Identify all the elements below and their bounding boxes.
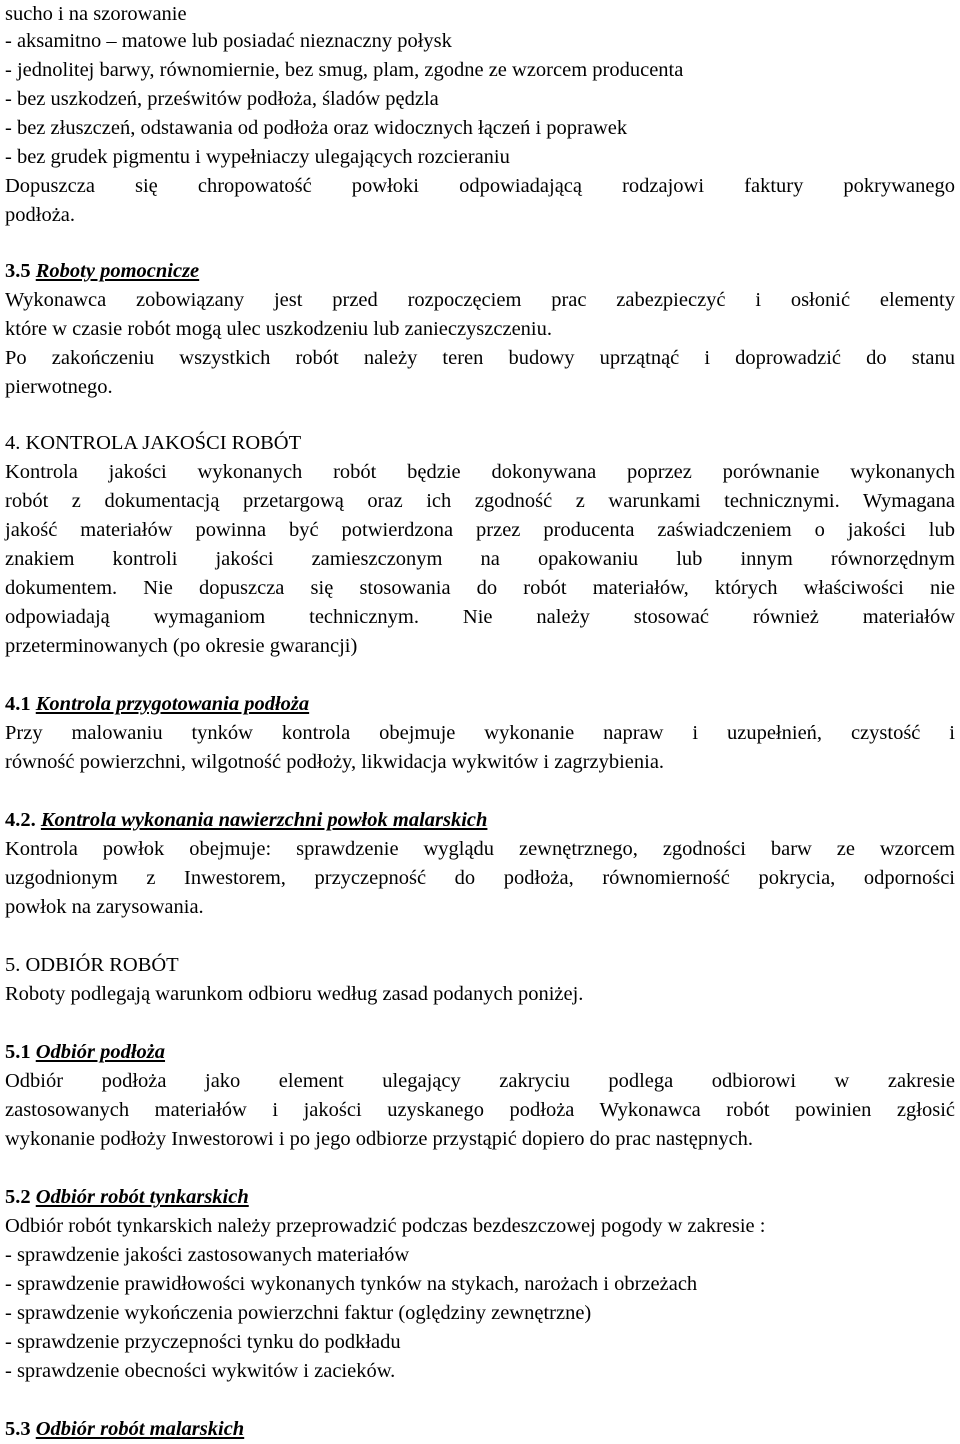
bullet-item: - sprawdzenie wykończenia powierzchni faktur (oględziny zewnętrzne) bbox=[5, 1302, 592, 1324]
paragraph-line: Wykonawca zobowiązany jest przed rozpoczęciem prac zabezpieczyć i osłonić elementy bbox=[5, 289, 955, 311]
section-number: 5.1 bbox=[5, 1041, 31, 1063]
paragraph-line: pierwotnego. bbox=[5, 376, 113, 398]
bullet-item: - sprawdzenie prawidłowości wykonanych tynków na stykach, narożach i obrzeżach bbox=[5, 1273, 698, 1295]
paragraph-line: zastosowanych materiałów i jakości uzyskanego podłoża Wykonawca robót powinien zgłosić bbox=[5, 1099, 955, 1121]
paragraph-line: dokumentem. Nie dopuszcza się stosowania do robót materiałów, których właściwości nie bbox=[5, 577, 955, 599]
section-title: Odbiór robót tynkarskich bbox=[35, 1186, 249, 1208]
paragraph-line: Odbiór podłoża jako element ulegający zakryciu podlega odbiorowi w zakresie bbox=[5, 1070, 955, 1092]
section-title: Odbiór robót malarskich bbox=[35, 1418, 245, 1440]
section-number: 3.5 bbox=[5, 260, 31, 282]
section-title: Odbiór podłoża bbox=[35, 1041, 166, 1063]
bullet-item: - sprawdzenie jakości zastosowanych materiałów bbox=[5, 1244, 410, 1266]
paragraph-line: równość powierzchni, wilgotność podłoży, likwidacja wykwitów i zagrzybienia. bbox=[5, 751, 665, 773]
section-number: 4.2. bbox=[5, 809, 36, 831]
paragraph-line: Dopuszcza się chropowatość powłoki odpowiadającą rodzajowi faktury pokrywanego bbox=[5, 175, 955, 197]
paragraph-line: Roboty podlegają warunkom odbioru według zasad podanych poniżej. bbox=[5, 983, 584, 1005]
section-number: 5.2 bbox=[5, 1186, 31, 1208]
paragraph-line: które w czasie robót mogą ulec uszkodzeniu lub zanieczyszczeniu. bbox=[5, 318, 553, 340]
section-number: 4.1 bbox=[5, 693, 31, 715]
bullet-item: - sprawdzenie obecności wykwitów i zacieków. bbox=[5, 1360, 396, 1382]
section-title: Kontrola wykonania nawierzchni powłok malarskich bbox=[40, 809, 488, 831]
paragraph-line: sucho i na szorowanie bbox=[5, 3, 187, 25]
section-heading-4-1 bbox=[5, 690, 955, 719]
section-heading-4-2 bbox=[5, 806, 955, 835]
paragraph-line: odpowiadają wymaganiom technicznym. Nie należy stosować również materiałów bbox=[5, 606, 955, 628]
paragraph-line: Odbiór robót tynkarskich należy przeprowadzić podczas bezdeszczowej pogody w zakresie : bbox=[5, 1215, 766, 1237]
paragraph-line: znakiem kontroli jakości zamieszczonym na opakowaniu lub innym równorzędnym bbox=[5, 548, 955, 570]
paragraph-line: Po zakończeniu wszystkich robót należy teren budowy uprzątnąć i doprowadzić do stanu bbox=[5, 347, 955, 369]
bullet-item: - bez uszkodzeń, prześwitów podłoża, śladów pędzla bbox=[5, 88, 439, 110]
paragraph-line: Kontrola powłok obejmuje: sprawdzenie wyglądu zewnętrznego, zgodności barw ze wzorcem bbox=[5, 838, 955, 860]
paragraph-line: Przy malowaniu tynków kontrola obejmuje wykonanie napraw i uzupełnień, czystość i bbox=[5, 722, 955, 744]
paragraph-line: jakość materiałów powinna być potwierdzona przez producenta zaświadczeniem o jakości lub bbox=[5, 519, 955, 541]
paragraph-line: robót z dokumentacją przetargową oraz ich zgodność z warunkami technicznymi. Wymagana bbox=[5, 490, 955, 512]
section-heading-5-1 bbox=[5, 1038, 955, 1067]
section-heading-4: 4. KONTROLA JAKOŚCI ROBÓT bbox=[5, 432, 302, 454]
bullet-item: - bez grudek pigmentu i wypełniaczy ulegających rozcieraniu bbox=[5, 146, 510, 168]
paragraph-line: uzgodnionym z Inwestorem, przyczepność do podłoża, równomierność pokrycia, odporności bbox=[5, 867, 955, 889]
bullet-item: - aksamitno – matowe lub posiadać nieznaczny połysk bbox=[5, 30, 452, 52]
section-heading-5-2 bbox=[5, 1183, 955, 1212]
section-title: Roboty pomocnicze bbox=[35, 260, 200, 282]
paragraph-line: wykonanie podłoży Inwestorowi i po jego odbiorze przystąpić dopiero do prac następnych. bbox=[5, 1128, 754, 1150]
bullet-item: - jednolitej barwy, równomiernie, bez smug, plam, zgodne ze wzorcem producenta bbox=[5, 59, 684, 81]
section-heading-5: 5. ODBIÓR ROBÓT bbox=[5, 954, 179, 976]
bullet-item: - bez złuszczeń, odstawania od podłoża oraz widocznych łączeń i poprawek bbox=[5, 117, 628, 139]
bullet-item: - sprawdzenie przyczepności tynku do podkładu bbox=[5, 1331, 401, 1353]
paragraph-line: Kontrola jakości wykonanych robót będzie dokonywana poprzez porównanie wykonanych bbox=[5, 461, 955, 483]
section-heading-3-5 bbox=[5, 257, 955, 286]
section-title: Kontrola przygotowania podłoża bbox=[35, 693, 310, 715]
paragraph-line: podłoża. bbox=[5, 204, 76, 226]
paragraph-line: przeterminowanych (po okresie gwarancji) bbox=[5, 635, 358, 657]
section-number: 5.3 bbox=[5, 1418, 31, 1440]
paragraph-line: powłok na zarysowania. bbox=[5, 896, 204, 918]
